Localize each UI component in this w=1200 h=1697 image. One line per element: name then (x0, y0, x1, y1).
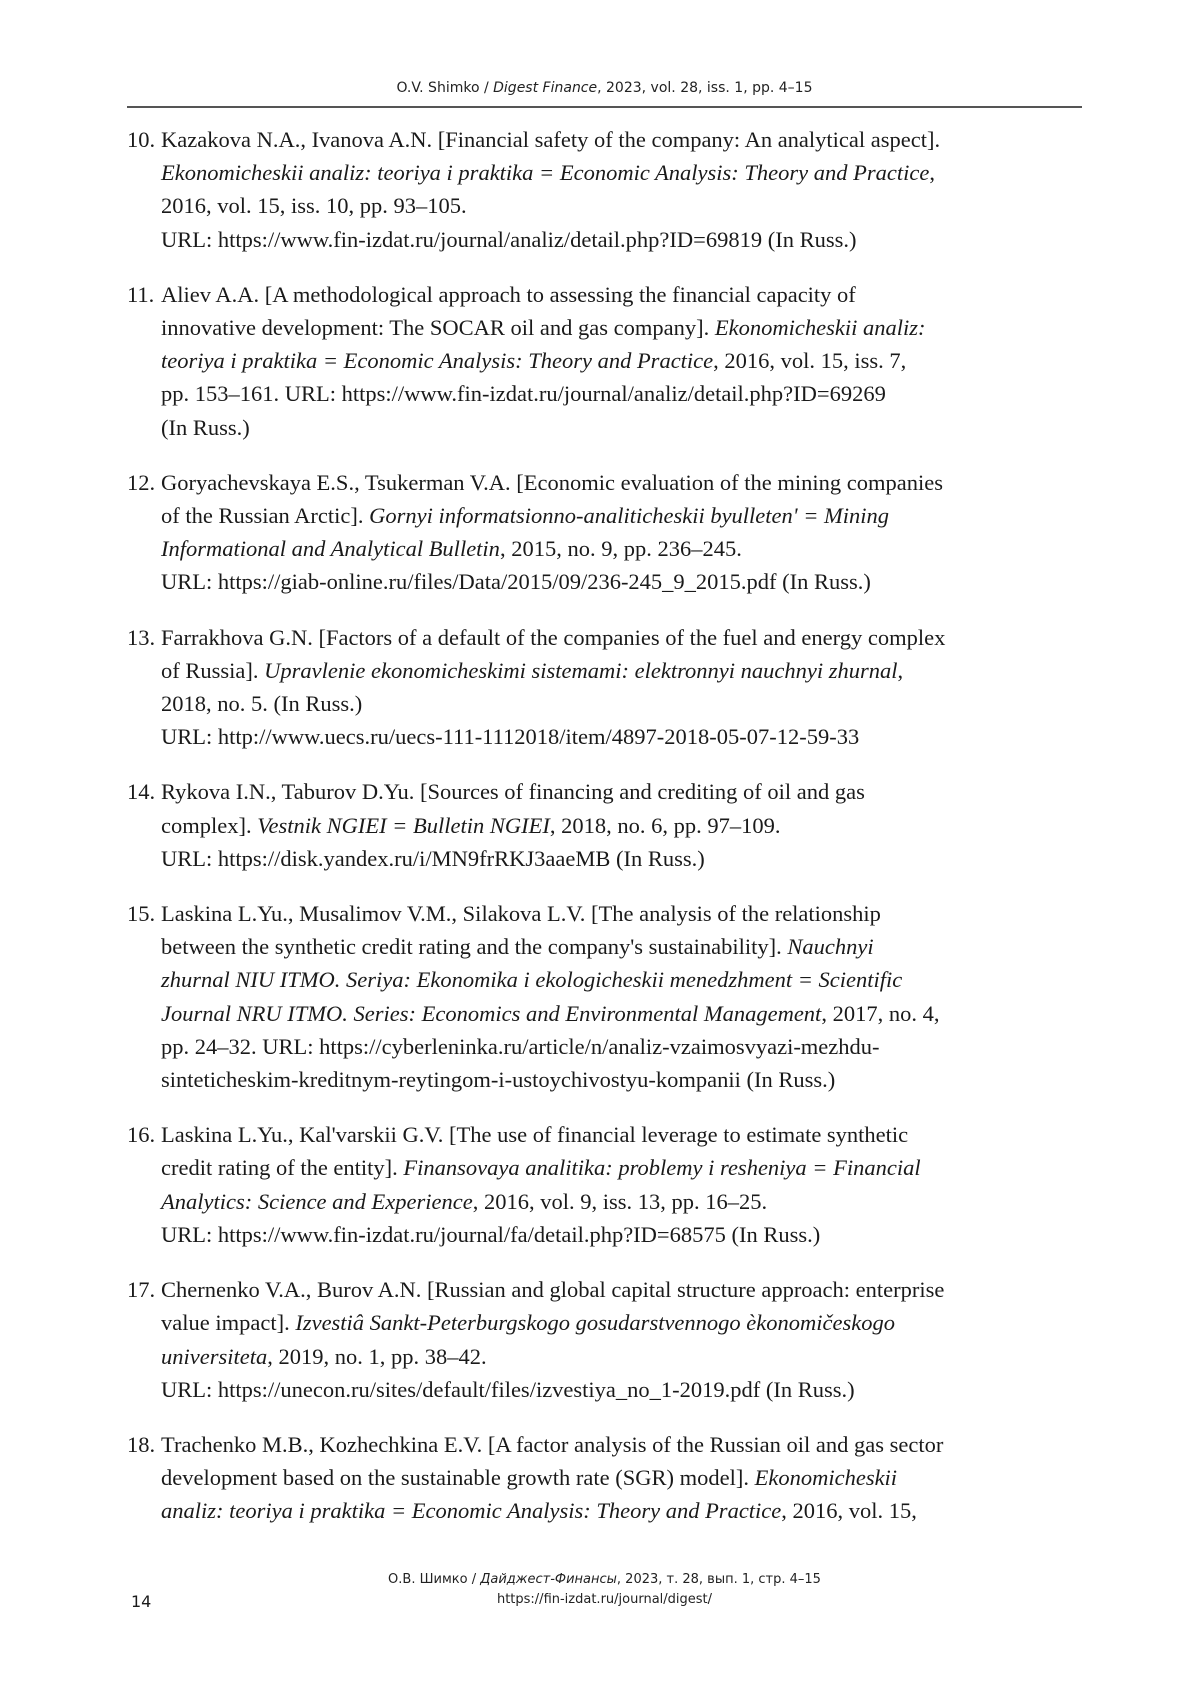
reference-item (127, 1118, 1087, 1251)
reference-text: Aliev A.A. [A methodological approach to assessing the financial capacity of (161, 282, 856, 307)
reference-line (161, 1494, 1087, 1527)
reference-text: URL: https://giab-online.ru/files/Data/2015/09/236-245_9_2015.pdf (In Russ.) (161, 569, 871, 594)
reference-line (161, 1185, 1087, 1218)
reference-text: development based on the sustainable growth rate (SGR) model]. (161, 1465, 755, 1490)
page-footer (127, 1570, 1082, 1610)
reference-line (161, 189, 1087, 222)
reference-number: 14. (127, 775, 155, 808)
reference-line (161, 842, 1087, 875)
reference-source-title: Ekonomicheskii analiz: (715, 315, 926, 340)
reference-text: URL: https://disk.yandex.ru/i/MN9frRKJ3aaeMB (In Russ.) (161, 846, 705, 871)
header-journal: Digest Finance (493, 80, 597, 96)
footer-url[interactable]: https://fin-izdat.ru/journal/digest/ (127, 1590, 1082, 1610)
reference-line (161, 621, 1087, 654)
reference-number: 17. (127, 1273, 155, 1306)
reference-line (161, 930, 1087, 963)
reference-text: 2018, no. 5. (In Russ.) (161, 691, 362, 716)
reference-text: complex]. (161, 813, 257, 838)
reference-line (161, 1151, 1087, 1184)
reference-text: URL: https://unecon.ru/sites/default/files/izvestiya_no_1-2019.pdf (In Russ.) (161, 1377, 855, 1402)
reference-text: , 2017, no. 4, (821, 1001, 939, 1026)
reference-text: credit rating of the entity]. (161, 1155, 403, 1180)
reference-source-title: Informational and Analytical Bulletin (161, 536, 500, 561)
reference-line (161, 156, 1087, 189)
reference-source-title: Analytics: Science and Experience (161, 1189, 473, 1214)
reference-item (127, 1273, 1087, 1406)
reference-text: (In Russ.) (161, 415, 250, 440)
reference-text: value impact]. (161, 1310, 295, 1335)
reference-source-title: Nauchnyi (787, 934, 873, 959)
reference-text: URL: http://www.uecs.ru/uecs-111-1112018/item/4897-2018-05-07-12-59-33 (161, 724, 859, 749)
reference-line (161, 775, 1087, 808)
reference-source-title: Ekonomicheskii (755, 1465, 897, 1490)
reference-text: pp. 153–161. URL: https://www.fin-izdat.ru/journal/analiz/detail.php?ID=69269 (161, 381, 886, 406)
reference-text: Laskina L.Yu., Musalimov V.M., Silakova L.V. [The analysis of the relationship (161, 901, 881, 926)
reference-line (161, 1030, 1087, 1063)
footer-details: , 2023, т. 28, вып. 1, стр. 4–15 (617, 1572, 821, 1587)
reference-line (161, 897, 1087, 930)
reference-number: 10. (127, 123, 155, 156)
reference-text: Kazakova N.A., Ivanova A.N. [Financial safety of the company: An analytical aspect]. (161, 127, 940, 152)
running-header (127, 80, 1082, 96)
reference-line (161, 532, 1087, 565)
reference-text: Goryachevskaya E.S., Tsukerman V.A. [Economic evaluation of the mining companies (161, 470, 943, 495)
reference-item (127, 466, 1087, 599)
reference-line (161, 1306, 1087, 1339)
reference-source-title: teoriya i praktika = Economic Analysis: Theory and Practice (161, 348, 713, 373)
reference-line (161, 123, 1087, 156)
header-author: O.V. Shimko / (396, 80, 493, 96)
reference-line (161, 1218, 1087, 1251)
reference-line (161, 1373, 1087, 1406)
reference-text: , (929, 160, 935, 185)
reference-list (127, 123, 1087, 1550)
reference-line (161, 278, 1087, 311)
reference-source-title: Finansovaya analitika: problemy i resheniya = Financial (403, 1155, 920, 1180)
reference-number: 13. (127, 621, 155, 654)
reference-line (161, 997, 1087, 1030)
reference-text: , (898, 658, 904, 683)
reference-line (161, 1118, 1087, 1151)
reference-text: , 2016, vol. 9, iss. 13, pp. 16–25. (473, 1189, 767, 1214)
reference-item (127, 123, 1087, 256)
reference-line (161, 1273, 1087, 1306)
reference-text: , 2019, no. 1, pp. 38–42. (267, 1344, 486, 1369)
reference-line (161, 565, 1087, 598)
reference-source-title: Ekonomicheskii analiz: teoriya i praktika = Economic Analysis: Theory and Practice (161, 160, 929, 185)
reference-line (161, 499, 1087, 532)
reference-text: of Russia]. (161, 658, 264, 683)
reference-text: URL: https://www.fin-izdat.ru/journal/analiz/detail.php?ID=69819 (In Russ.) (161, 227, 856, 252)
reference-text: innovative development: The SOCAR oil and gas company]. (161, 315, 715, 340)
reference-item (127, 278, 1087, 444)
reference-text: Rykova I.N., Taburov D.Yu. [Sources of financing and crediting of oil and gas (161, 779, 865, 804)
reference-line (161, 411, 1087, 444)
header-details: , 2023, vol. 28, iss. 1, pp. 4–15 (597, 80, 812, 96)
reference-line (161, 1063, 1087, 1096)
reference-line (161, 1461, 1087, 1494)
footer-author: О.В. Шимко / (388, 1572, 480, 1587)
reference-line (161, 223, 1087, 256)
reference-text: between the synthetic credit rating and the company's sustainability]. (161, 934, 787, 959)
reference-line (161, 311, 1087, 344)
reference-line (161, 687, 1087, 720)
reference-line (161, 466, 1087, 499)
reference-item (127, 897, 1087, 1096)
reference-source-title: Upravlenie ekonomicheskimi sistemami: elektronnyi nauchnyi zhurnal (264, 658, 897, 683)
reference-text: of the Russian Arctic]. (161, 503, 369, 528)
reference-item (127, 775, 1087, 875)
reference-text: , 2016, vol. 15, (781, 1498, 917, 1523)
reference-line (161, 377, 1087, 410)
reference-number: 15. (127, 897, 155, 930)
reference-line (161, 654, 1087, 687)
reference-item (127, 1428, 1087, 1528)
reference-text: , 2018, no. 6, pp. 97–109. (550, 813, 781, 838)
reference-text: , 2016, vol. 15, iss. 7, (713, 348, 906, 373)
footer-citation (127, 1570, 1082, 1610)
reference-text: Chernenko V.A., Burov A.N. [Russian and global capital structure approach: enterprise (161, 1277, 944, 1302)
reference-text: URL: https://www.fin-izdat.ru/journal/fa/detail.php?ID=68575 (In Russ.) (161, 1222, 820, 1247)
reference-line (161, 1340, 1087, 1373)
reference-text: 2016, vol. 15, iss. 10, pp. 93–105. (161, 193, 467, 218)
reference-line (161, 963, 1087, 996)
reference-source-title: Gornyi informatsionno-analiticheskii byulleten' = Mining (369, 503, 889, 528)
reference-number: 12. (127, 466, 155, 499)
header-rule (127, 106, 1082, 108)
reference-number: 11. (127, 278, 154, 311)
reference-text: , 2015, no. 9, pp. 236–245. (500, 536, 742, 561)
reference-source-title: Vestnik NGIEI = Bulletin NGIEI (257, 813, 550, 838)
reference-source-title: Izvestiâ Sankt-Peterburgskogo gosudarstvennogo èkonomičeskogo (295, 1310, 895, 1335)
reference-source-title: universiteta (161, 1344, 267, 1369)
reference-number: 18. (127, 1428, 155, 1461)
reference-line (161, 344, 1087, 377)
reference-text: Farrakhova G.N. [Factors of a default of the companies of the fuel and energy complex (161, 625, 945, 650)
reference-number: 16. (127, 1118, 155, 1151)
reference-text: pp. 24–32. URL: https://cyberleninka.ru/article/n/analiz-vzaimosvyazi-mezhdu- (161, 1034, 880, 1059)
reference-text: sinteticheskim-kreditnym-reytingom-i-ustoychivostyu-kompanii (In Russ.) (161, 1067, 835, 1092)
page-number: 14 (131, 1592, 151, 1611)
reference-text: Trachenko M.B., Kozhechkina E.V. [A factor analysis of the Russian oil and gas sector (161, 1432, 943, 1457)
reference-item (127, 621, 1087, 754)
reference-line (161, 720, 1087, 753)
reference-line (161, 809, 1087, 842)
reference-text: Laskina L.Yu., Kal'varskii G.V. [The use of financial leverage to estimate synthetic (161, 1122, 908, 1147)
reference-source-title: analiz: teoriya i praktika = Economic Analysis: Theory and Practice (161, 1498, 781, 1523)
reference-source-title: zhurnal NIU ITMO. Seriya: Ekonomika i ekologicheskii menedzhment = Scientific (161, 967, 902, 992)
reference-source-title: Journal NRU ITMO. Series: Economics and Environmental Management (161, 1001, 821, 1026)
footer-journal: Дайджест-Финансы (480, 1572, 617, 1587)
reference-line (161, 1428, 1087, 1461)
